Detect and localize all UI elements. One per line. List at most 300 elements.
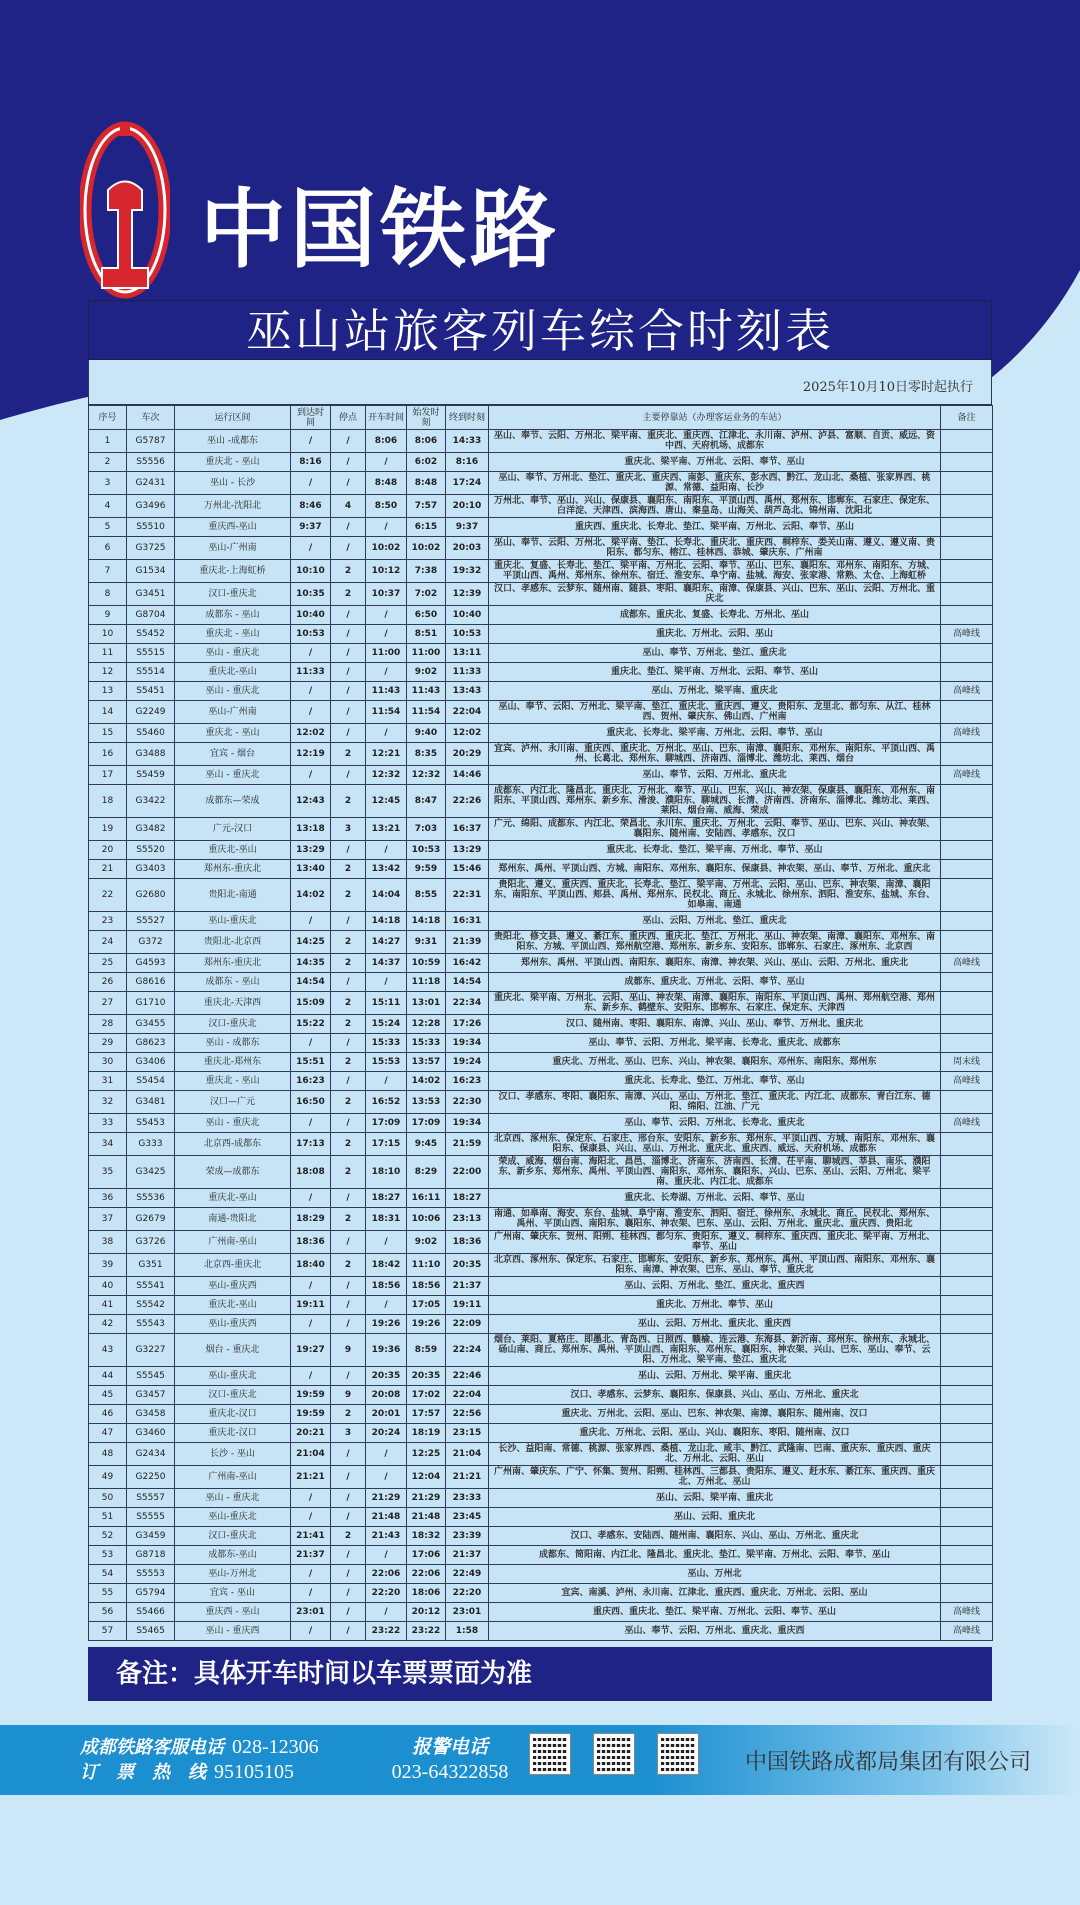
note [941,606,993,625]
stop-minutes: 2 [331,1015,366,1034]
table-row [89,724,993,743]
route: 巫山 - 长沙 [175,472,291,495]
route: 巫山 - 重庆北 [175,766,291,785]
origin-time: 18:19 [407,1424,446,1443]
row-number: 24 [89,931,127,954]
train-number: G3458 [127,1405,175,1424]
column-header: 主要停靠站（办理客运业务的车站） [489,406,941,430]
route: 重庆北-巫山 [175,1189,291,1208]
stop-minutes: 2 [331,954,366,973]
column-header: 停点 [331,406,366,430]
row-number: 29 [89,1034,127,1053]
origin-time: 14:18 [407,912,446,931]
train-number: S5556 [127,453,175,472]
stop-minutes: / [331,453,366,472]
stop-minutes: 2 [331,785,366,818]
origin-time: 11:54 [407,701,446,724]
stops: 成都东、重庆北、万州北、云阳、奉节、巫山 [489,973,941,992]
note [941,1034,993,1053]
stops: 广元、绵阳、成都东、内江北、荣昌北、永川东、重庆北、万州北、云阳、奉节、巫山、巴东、兴山、神农架、襄阳东、随州南、安陆西、孝感东、汉口 [489,818,941,841]
column-header: 备注 [941,406,993,430]
origin-time: 7:57 [407,495,446,518]
arrival-time: 19:59 [291,1405,331,1424]
row-number: 17 [89,766,127,785]
table-row [89,1254,993,1277]
note [941,1565,993,1584]
table-row [89,1622,993,1641]
route: 巫山-广州南 [175,701,291,724]
note [941,912,993,931]
row-number: 51 [89,1508,127,1527]
route: 郑州东-重庆北 [175,954,291,973]
terminal-time: 21:59 [446,1133,489,1156]
origin-time: 17:57 [407,1405,446,1424]
table-row [89,785,993,818]
table-row [89,1367,993,1386]
hotlines [80,1735,319,1785]
note [941,518,993,537]
departure-time: / [366,1296,407,1315]
train-number: G8616 [127,973,175,992]
stops: 重庆北、垫江、梁平南、万州北、云阳、奉节、巫山 [489,663,941,682]
stop-minutes: / [331,1189,366,1208]
train-number: G8718 [127,1546,175,1565]
table-row [89,1334,993,1367]
table-row [89,1208,993,1231]
row-number: 38 [89,1231,127,1254]
stops: 贵阳北、修文县、遵义、綦江东、重庆西、重庆北、垫江、万州北、巫山、神农架、南漳、襄阳东、邓州东、南阳东、方城、平顶山西、郑州航空港、郑州东、新乡东、安阳东、邯郸东、石家庄、涿州东、北京西 [489,931,941,954]
note [941,743,993,766]
row-number: 13 [89,682,127,701]
arrival-time: / [291,1508,331,1527]
note [941,537,993,560]
stops: 巫山、奉节、万州北、垫江、重庆北 [489,644,941,663]
departure-time: 14:04 [366,879,407,912]
route: 巫山 - 重庆北 [175,1114,291,1133]
terminal-time: 23:39 [446,1527,489,1546]
stop-minutes: 9 [331,1386,366,1405]
note [941,1091,993,1114]
arrival-time: 14:35 [291,954,331,973]
route: 巫山-重庆北 [175,1508,291,1527]
table-row [89,1296,993,1315]
train-number: S5459 [127,766,175,785]
table-row [89,973,993,992]
stops: 巫山、奉节、云阳、万州北、重庆北 [489,766,941,785]
timetable-sheet [88,300,992,1641]
departure-time: 11:43 [366,682,407,701]
stops: 重庆北、长寿北、垫江、梁平南、万州北、奉节、巫山 [489,841,941,860]
arrival-time: / [291,1277,331,1296]
row-number: 55 [89,1584,127,1603]
terminal-time: 23:45 [446,1508,489,1527]
note [941,1405,993,1424]
arrival-time: / [291,1622,331,1641]
row-number: 37 [89,1208,127,1231]
train-number: G1534 [127,560,175,583]
note [941,1367,993,1386]
departure-time: 8:50 [366,495,407,518]
row-number: 56 [89,1603,127,1622]
train-number: G372 [127,931,175,954]
row-number: 3 [89,472,127,495]
route: 重庆北 - 巫山 [175,625,291,644]
terminal-time: 10:40 [446,606,489,625]
stops: 重庆北、梁平南、万州北、云阳、巫山、神农架、南漳、襄阳东、南阳东、平顶山西、禹州、郑州航空港、郑州东、新乡东、鹤壁东、安阳东、邯郸东、石家庄、保定东、天津西 [489,992,941,1015]
origin-time: 9:45 [407,1133,446,1156]
origin-time: 8:55 [407,879,446,912]
arrival-time: 9:37 [291,518,331,537]
table-row [89,663,993,682]
arrival-time: 18:08 [291,1156,331,1189]
terminal-time: 22:04 [446,1386,489,1405]
stops: 巫山、万州北 [489,1565,941,1584]
stop-minutes: 2 [331,1156,366,1189]
terminal-time: 20:03 [446,537,489,560]
origin-time: 17:05 [407,1296,446,1315]
note [941,1133,993,1156]
train-number: G333 [127,1133,175,1156]
arrival-time: / [291,1584,331,1603]
note [941,1015,993,1034]
arrival-time: 14:54 [291,973,331,992]
stop-minutes: / [331,537,366,560]
stop-minutes: / [331,701,366,724]
note [941,1546,993,1565]
terminal-time: 20:29 [446,743,489,766]
terminal-time: 22:24 [446,1334,489,1367]
table-row [89,537,993,560]
origin-time: 8:47 [407,785,446,818]
table-row [89,701,993,724]
route: 巫山 -成都东 [175,430,291,453]
route: 汉口-重庆北 [175,1386,291,1405]
route: 成都东 - 巫山 [175,973,291,992]
row-number: 12 [89,663,127,682]
terminal-time: 15:46 [446,860,489,879]
stops: 北京西、涿州东、保定东、石家庄、邢台东、安阳东、新乡东、郑州东、平顶山西、方城、南阳东、邓州东、襄阳东、保康县、兴山、巫山、万州北、重庆北、重庆西、威远、天府机场、成都东 [489,1133,941,1156]
police-hotline [385,1735,515,1785]
note [941,973,993,992]
origin-time: 14:02 [407,1072,446,1091]
origin-time: 11:10 [407,1254,446,1277]
terminal-time: 19:24 [446,1053,489,1072]
table-header-row [89,406,993,430]
departure-time: 14:37 [366,954,407,973]
route: 重庆北-巫山 [175,1296,291,1315]
route: 重庆西-巫山 [175,518,291,537]
stop-minutes: / [331,1603,366,1622]
column-header: 开车时间 [366,406,407,430]
route: 重庆北-汉口 [175,1405,291,1424]
table-row [89,1489,993,1508]
table-row [89,472,993,495]
stops: 巫山、云阳、万州北、垫江、重庆北 [489,912,941,931]
note [941,1584,993,1603]
stops: 重庆北、复盛、长寿北、垫江、梁平南、万州北、云阳、奉节、巫山、巴东、襄阳东、邓州东、南阳东、方城、平顶山西、禹州、郑州东、徐州东、宿迁、淮安东、阜宁南、盐城、海安、张家港、常熟、太仓、上海虹桥 [489,560,941,583]
row-number: 34 [89,1133,127,1156]
stops: 重庆北、万州北、云阳、巫山、兴山、襄阳东、枣阳、随州南、汉口 [489,1424,941,1443]
departure-time: 18:42 [366,1254,407,1277]
row-number: 1 [89,430,127,453]
column-header: 始发时刻 [407,406,446,430]
stop-minutes: / [331,682,366,701]
train-number: G3406 [127,1053,175,1072]
route: 重庆西 - 巫山 [175,1603,291,1622]
terminal-time: 18:27 [446,1189,489,1208]
origin-time: 7:03 [407,818,446,841]
service-phone: 028-12306 [232,1736,319,1758]
note [941,1334,993,1367]
table-row [89,560,993,583]
departure-time: / [366,973,407,992]
arrival-time: 13:40 [291,860,331,879]
stops: 南通、如皋南、海安、东台、盐城、阜宁南、淮安东、泗阳、宿迁、徐州东、永城北、商丘、民权北、郑州东、禹州、平顶山西、南阳东、襄阳东、神农架、巴东、巫山、云阳、万州北、重庆北、重庆西、贵阳北 [489,1208,941,1231]
row-number: 31 [89,1072,127,1091]
arrival-time: 12:43 [291,785,331,818]
terminal-time: 16:37 [446,818,489,841]
table-row [89,644,993,663]
stop-minutes: / [331,1622,366,1641]
stop-minutes: 2 [331,560,366,583]
arrival-time: 12:02 [291,724,331,743]
row-number: 16 [89,743,127,766]
stops: 重庆西、重庆北、垫江、梁平南、万州北、云阳、奉节、巫山 [489,1603,941,1622]
table-row [89,912,993,931]
train-number: S5453 [127,1114,175,1133]
origin-time: 18:56 [407,1277,446,1296]
terminal-time: 21:37 [446,1277,489,1296]
origin-time: 9:59 [407,860,446,879]
origin-time: 10:06 [407,1208,446,1231]
terminal-time: 22:00 [446,1156,489,1189]
train-number: G3496 [127,495,175,518]
train-number: S5536 [127,1189,175,1208]
stops: 巫山、云阳、万州北、重庆北、重庆西 [489,1315,941,1334]
arrival-time: / [291,912,331,931]
table-row [89,1315,993,1334]
train-number: S5553 [127,1565,175,1584]
departure-time: / [366,724,407,743]
train-number: G3488 [127,743,175,766]
origin-time: 11:00 [407,644,446,663]
note: 高峰线 [941,1622,993,1641]
stops: 巫山、云阳、梁平南、重庆北 [489,1489,941,1508]
arrival-time: 18:29 [291,1208,331,1231]
departure-time: 18:31 [366,1208,407,1231]
service-label: 成都铁路客服电话 [80,1737,224,1758]
origin-time: 9:02 [407,663,446,682]
stops: 广州南、肇庆东、广宁、怀集、贺州、阳朔、桂林西、三都县、贵阳东、遵义、赶水东、綦江东、重庆西、重庆北、万州北、巫山 [489,1466,941,1489]
stop-minutes: 4 [331,495,366,518]
terminal-time: 23:13 [446,1208,489,1231]
train-number: G8704 [127,606,175,625]
route: 汉口-重庆北 [175,1527,291,1546]
stops: 烟台、莱阳、夏格庄、即墨北、青岛西、日照西、赣榆、连云港、东海县、新沂南、邳州东、徐州东、永城北、砀山南、商丘、郑州东、禹州、平顶山西、南阳东、邓州东、襄阳东、神农架、兴山、巴东、巫山、奉节、云阳、万州北、梁平南、垫江、重庆北 [489,1334,941,1367]
terminal-time: 22:30 [446,1091,489,1114]
origin-time: 12:25 [407,1443,446,1466]
stop-minutes: 2 [331,1254,366,1277]
arrival-time: 11:33 [291,663,331,682]
train-number: G3227 [127,1334,175,1367]
row-number: 50 [89,1489,127,1508]
table-row [89,625,993,644]
stop-minutes: 2 [331,879,366,912]
row-number: 47 [89,1424,127,1443]
route: 广元-汉口 [175,818,291,841]
origin-time: 11:18 [407,973,446,992]
note [941,1443,993,1466]
stop-minutes: 2 [331,1091,366,1114]
page-title: 巫山站旅客列车综合时刻表 [88,300,992,360]
terminal-time: 1:58 [446,1622,489,1641]
origin-time: 7:02 [407,583,446,606]
origin-time: 20:12 [407,1603,446,1622]
arrival-time: 15:09 [291,992,331,1015]
route: 烟台 - 重庆北 [175,1334,291,1367]
table-row [89,931,993,954]
row-number: 53 [89,1546,127,1565]
stop-minutes: / [331,1367,366,1386]
departure-time: 13:21 [366,818,407,841]
departure-time: 11:00 [366,644,407,663]
terminal-time: 20:35 [446,1254,489,1277]
train-number: S5520 [127,841,175,860]
route: 成都东—荣成 [175,785,291,818]
train-number: G351 [127,1254,175,1277]
row-number: 21 [89,860,127,879]
note [941,495,993,518]
row-number: 26 [89,973,127,992]
arrival-time: 12:19 [291,743,331,766]
origin-time: 17:06 [407,1546,446,1565]
row-number: 20 [89,841,127,860]
stops: 重庆北、万州北、云阳、巫山、巴东、神农架、南漳、襄阳东、随州南、汉口 [489,1405,941,1424]
route: 成都东 - 巫山 [175,606,291,625]
row-number: 43 [89,1334,127,1367]
arrival-time: 8:46 [291,495,331,518]
route: 汉口-重庆北 [175,583,291,606]
table-row [89,453,993,472]
table-row [89,430,993,453]
stops: 巫山、奉节、云阳、万州北、梁平南、长寿北、重庆北、成都东 [489,1034,941,1053]
row-number: 40 [89,1277,127,1296]
train-number: G2679 [127,1208,175,1231]
stop-minutes: / [331,1072,366,1091]
train-number: G2249 [127,701,175,724]
qr-code-icon [658,1734,698,1774]
arrival-time: / [291,430,331,453]
row-number: 15 [89,724,127,743]
train-number: S5510 [127,518,175,537]
note [941,1208,993,1231]
route: 巫山-重庆北 [175,912,291,931]
row-number: 5 [89,518,127,537]
route: 巫山 - 成都东 [175,1034,291,1053]
table-row [89,1072,993,1091]
route: 巫山-重庆西 [175,1277,291,1296]
train-number: S5527 [127,912,175,931]
stop-minutes: 3 [331,1424,366,1443]
stop-minutes: / [331,766,366,785]
route: 北京西-成都东 [175,1133,291,1156]
terminal-time: 8:16 [446,453,489,472]
train-number: S5542 [127,1296,175,1315]
table-row [89,1053,993,1072]
stops: 广州南、肇庆东、贺州、阳朔、桂林西、都匀东、贵阳东、遵义、桐梓东、重庆西、重庆北、梁平南、万州北、奉节、巫山 [489,1231,941,1254]
stops: 郑州东、禹州、平顶山西、南阳东、襄阳东、南漳、神农架、兴山、巫山、云阳、万州北、重庆北 [489,954,941,973]
table-row [89,682,993,701]
stop-minutes: 9 [331,1334,366,1367]
train-number: G3457 [127,1386,175,1405]
stop-minutes: / [331,1489,366,1508]
note [941,644,993,663]
row-number: 19 [89,818,127,841]
departure-time: 13:42 [366,860,407,879]
stop-minutes: 2 [331,743,366,766]
train-number: G3459 [127,1527,175,1546]
row-number: 52 [89,1527,127,1546]
stops: 汉口、孝感东、安陆西、随州南、襄阳东、兴山、巫山、万州北、重庆北 [489,1527,941,1546]
stops: 汉口、孝感东、枣阳、襄阳东、南漳、兴山、巫山、万州北、垫江、重庆北、内江北、成都东、青白江东、德阳、绵阳、江油、广元 [489,1091,941,1114]
route: 北京西-重庆北 [175,1254,291,1277]
terminal-time: 22:20 [446,1584,489,1603]
note [941,860,993,879]
origin-time: 9:31 [407,931,446,954]
table-row [89,583,993,606]
route: 巫山 - 重庆西 [175,1622,291,1641]
row-number: 4 [89,495,127,518]
note [941,1231,993,1254]
route: 郑州东-重庆北 [175,860,291,879]
note [941,701,993,724]
origin-time: 9:02 [407,1231,446,1254]
terminal-time: 21:04 [446,1443,489,1466]
route: 宜宾 - 巫山 [175,1584,291,1603]
origin-time: 10:02 [407,537,446,560]
terminal-time: 22:49 [446,1565,489,1584]
note [941,841,993,860]
terminal-time: 13:11 [446,644,489,663]
departure-time: 22:20 [366,1584,407,1603]
origin-time: 22:06 [407,1565,446,1584]
row-number: 35 [89,1156,127,1189]
route: 重庆北-巫山 [175,841,291,860]
column-header: 运行区间 [175,406,291,430]
terminal-time: 14:33 [446,430,489,453]
column-header: 车次 [127,406,175,430]
departure-time: 12:32 [366,766,407,785]
train-number: S5466 [127,1603,175,1622]
arrival-time: 19:27 [291,1334,331,1367]
note [941,1527,993,1546]
stops: 重庆北、长寿北、垫江、万州北、奉节、巫山 [489,1072,941,1091]
note [941,1315,993,1334]
departure-time: 14:18 [366,912,407,931]
note: 高峰线 [941,682,993,701]
row-number: 28 [89,1015,127,1034]
origin-time: 9:40 [407,724,446,743]
train-number: G2431 [127,472,175,495]
train-number: S5460 [127,724,175,743]
origin-time: 12:28 [407,1015,446,1034]
table-row [89,1603,993,1622]
brand-name: 中国铁路 [200,180,560,280]
train-number: S5451 [127,682,175,701]
table-row [89,518,993,537]
stop-minutes: / [331,644,366,663]
row-number: 44 [89,1367,127,1386]
